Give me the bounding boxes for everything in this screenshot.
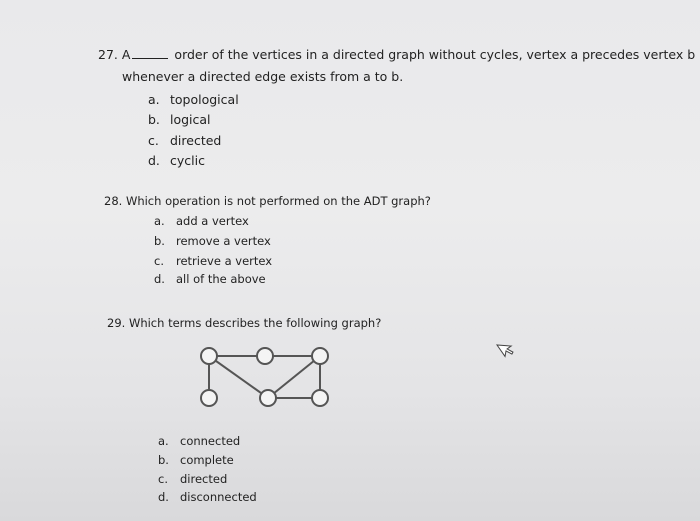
graph-vertex — [201, 390, 217, 406]
graph-vertex — [312, 348, 328, 364]
question-28-text: 28. Which operation is not performed on the ADT graph? — [104, 194, 431, 208]
question-27-suffix: order of the vertices in a directed graph without cycles, vertex a precedes vertex b — [174, 47, 696, 62]
question-29-option-a: a. connected — [158, 434, 241, 448]
question-27-number: 27. — [98, 47, 118, 62]
graph-vertex — [257, 348, 273, 364]
question-28-option-c: c. retrieve a vertex — [154, 254, 273, 268]
question-28-option-d: d. all of the above — [154, 272, 266, 286]
question-27-option-c: c. directed — [148, 133, 222, 148]
graph-vertex — [312, 390, 328, 406]
graph-edge — [268, 356, 320, 398]
cursor-icon — [497, 339, 515, 358]
graph-vertex — [201, 348, 217, 364]
question-28-option-a: a. add a vertex — [154, 214, 249, 228]
question-27-option-a: a. topological — [148, 92, 239, 107]
question-28-option-b: b. remove a vertex — [154, 234, 271, 248]
question-29-text: 29. Which terms describes the following graph? — [107, 316, 382, 330]
question-29-option-b: b. complete — [158, 453, 234, 467]
question-29-option-c: c. directed — [158, 472, 228, 486]
question-27-option-d: d. cyclic — [148, 153, 205, 168]
question-27-line2: whenever a directed edge exists from a to b. — [122, 69, 404, 84]
graph-vertex — [260, 390, 276, 406]
question-27-option-b: b. logical — [148, 112, 211, 127]
question-27-prefix: A — [121, 47, 131, 62]
question-29-option-d: d. disconnected — [158, 490, 257, 504]
